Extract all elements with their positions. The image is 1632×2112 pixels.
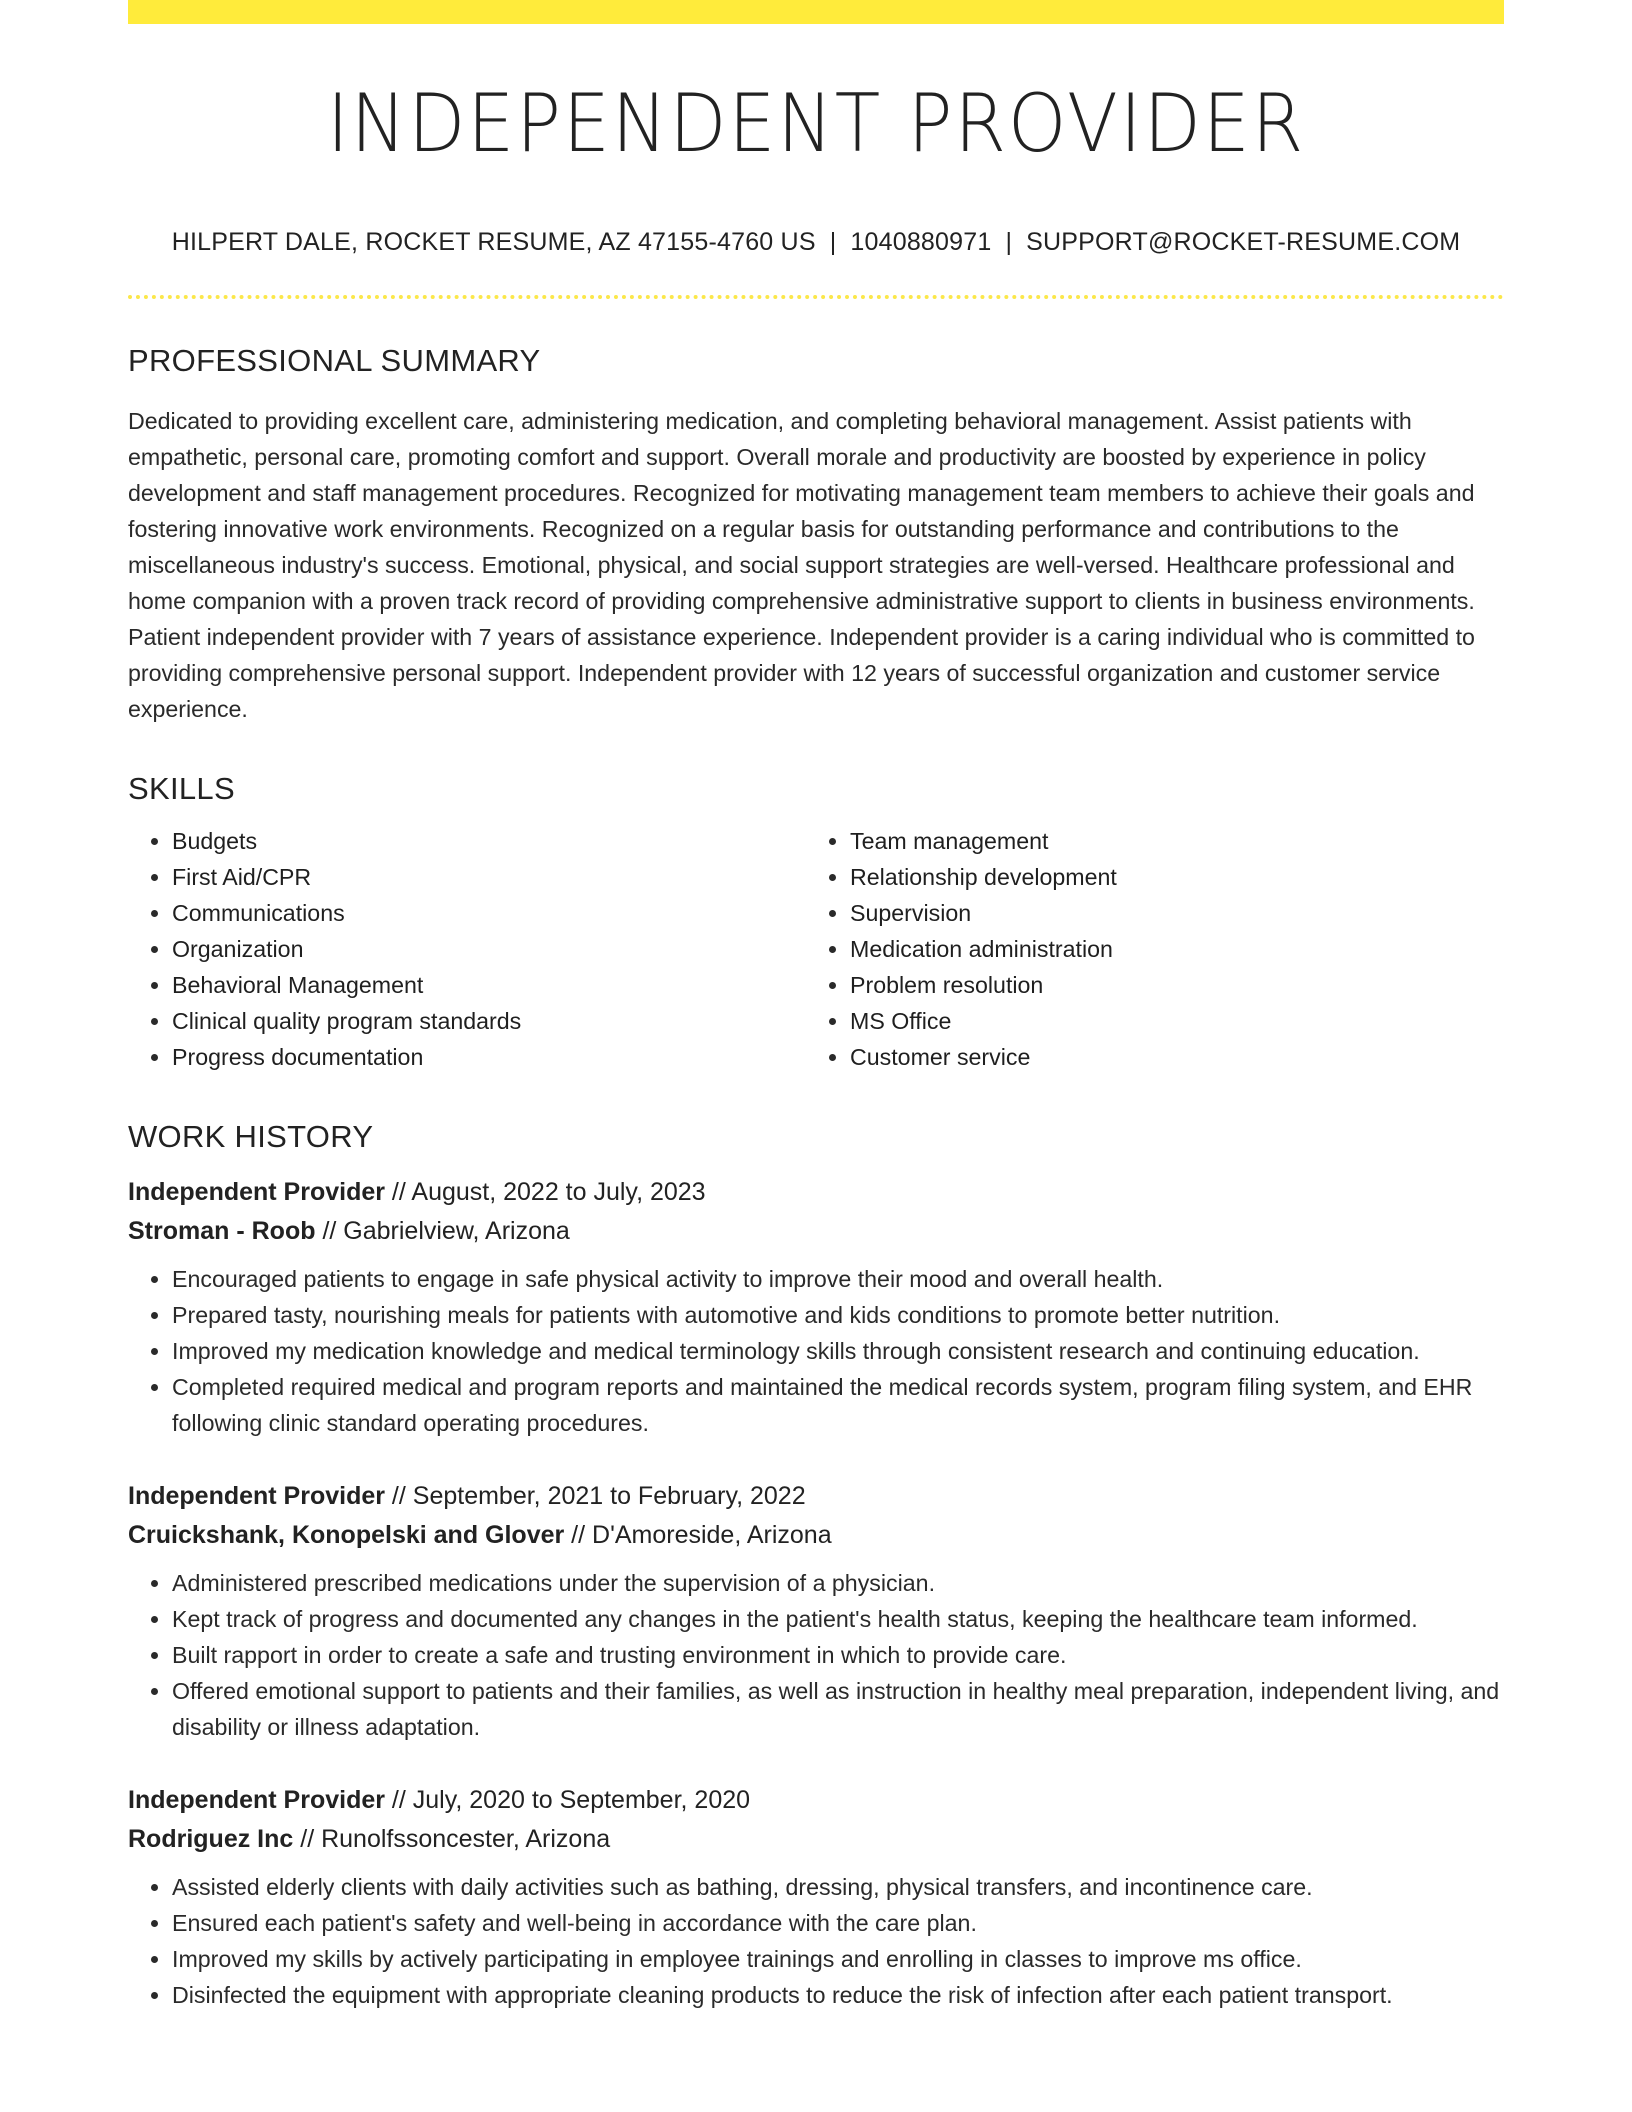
job-company-line (128, 1212, 1504, 1251)
contact-address: HILPERT DALE, ROCKET RESUME, AZ 47155-4760 US (171, 228, 816, 256)
job-company-line (128, 1516, 1504, 1555)
job-dates: // August, 2022 to July, 2023 (384, 1178, 706, 1206)
job-bullet: • Improved my skills by actively participating in employee trainings and enrolling in classes to improve ms office. (172, 1941, 1504, 1977)
job-bullet: • Built rapport in order to create a safe and trusting environment in which to provide care. (172, 1637, 1504, 1673)
skill-item: • Behavioral Management (172, 967, 806, 1003)
skill-item: • Progress documentation (172, 1039, 806, 1075)
job-bullets (128, 1565, 1504, 1745)
job-company: Cruickshank, Konopelski and Glover (128, 1521, 565, 1549)
skill-item: • First Aid/CPR (172, 859, 806, 895)
header-divider (128, 295, 1504, 299)
work-history-heading: WORK HISTORY (128, 1119, 374, 1154)
job-bullet: • Encouraged patients to engage in safe physical activity to improve their mood and overall health. (172, 1261, 1504, 1297)
contact-email[interactable]: SUPPORT@ROCKET-RESUME.COM (1026, 228, 1461, 256)
job-role: Independent Provider (128, 1482, 385, 1510)
contact-phone: 1040880971 (850, 228, 992, 256)
job-entry (128, 1781, 1504, 2013)
job-location: // Runolfssoncester, Arizona (293, 1825, 611, 1853)
skill-item: • Communications (172, 895, 806, 931)
contact-separator: | (1005, 228, 1013, 256)
job-bullets (128, 1869, 1504, 2013)
job-bullet: • Ensured each patient's safety and well-being in accordance with the care plan. (172, 1905, 1504, 1941)
skill-item: • Relationship development (850, 859, 1504, 895)
job-role-line (128, 1173, 1504, 1212)
skill-item: • Clinical quality program standards (172, 1003, 806, 1039)
skill-item: • Budgets (172, 823, 806, 859)
job-company-line (128, 1820, 1504, 1859)
skill-item: • Problem resolution (850, 967, 1504, 1003)
skills-column-left (128, 823, 806, 1075)
summary-heading: PROFESSIONAL SUMMARY (128, 343, 541, 378)
job-bullet: • Assisted elderly clients with daily activities such as bathing, dressing, physical transfers, and incontinence care. (172, 1869, 1504, 1905)
job-entry (128, 1173, 1504, 1441)
job-role: Independent Provider (128, 1178, 385, 1206)
skills-list (128, 823, 1504, 1075)
job-role: Independent Provider (128, 1786, 385, 1814)
job-location: // D'Amoreside, Arizona (564, 1521, 832, 1549)
contact-line (128, 228, 1504, 257)
job-company: Rodriguez Inc (128, 1825, 294, 1853)
job-bullet: • Completed required medical and program reports and maintained the medical records system, program filing system, and EHR following clinic standard operating procedures. (172, 1369, 1504, 1441)
skill-item: • Team management (850, 823, 1504, 859)
job-dates: // July, 2020 to September, 2020 (384, 1786, 751, 1814)
skill-item: • MS Office (850, 1003, 1504, 1039)
job-bullet: • Offered emotional support to patients and their families, as well as instruction in healthy meal preparation, independent living, and disability or illness adaptation. (172, 1673, 1504, 1745)
job-bullet: • Kept track of progress and documented any changes in the patient's health status, keeping the healthcare team informed. (172, 1601, 1504, 1637)
resume-page (128, 0, 1504, 2013)
job-role-line (128, 1781, 1504, 1820)
skill-item: • Supervision (850, 895, 1504, 931)
job-bullet: • Prepared tasty, nourishing meals for patients with automotive and kids conditions to promote better nutrition. (172, 1297, 1504, 1333)
job-location: // Gabrielview, Arizona (315, 1217, 570, 1245)
job-bullet: • Improved my medication knowledge and medical terminology skills through consistent research and continuing education. (172, 1333, 1504, 1369)
resume-title: INDEPENDENT PROVIDER (326, 77, 1306, 170)
job-company: Stroman - Roob (128, 1217, 316, 1245)
contact-separator: | (829, 228, 837, 256)
skills-heading: SKILLS (128, 771, 235, 806)
job-bullet: • Disinfected the equipment with appropriate cleaning products to reduce the risk of infection after each patient transport. (172, 1977, 1504, 2013)
summary-text: Dedicated to providing excellent care, administering medication, and completing behavioral management. Assist patients with empathetic, personal care, promoting comfort and support. Overall morale and productivity are boosted by experience in policy development and staff management procedures. Recognized for motivating management team members to achieve their goals and fostering innovative work environments. Recognized on a regular basis for outstanding performance and contributions to the miscellaneous industry's success. Emotional, physical, and social support strategies are well-versed. Healthcare professional and home companion with a proven track record of providing comprehensive administrative support to clients in business environments. Patient independent provider with 7 years of assistance experience. Independent provider is a caring individual who is committed to providing comprehensive personal support. Independent provider with 12 years of successful organization and customer service experience. (128, 408, 1475, 722)
job-bullets (128, 1261, 1504, 1441)
job-dates: // September, 2021 to February, 2022 (384, 1482, 806, 1510)
skill-item: • Medication administration (850, 931, 1504, 967)
job-bullet: • Administered prescribed medications under the supervision of a physician. (172, 1565, 1504, 1601)
skills-column-right (806, 823, 1504, 1075)
job-role-line (128, 1477, 1504, 1516)
skill-item: • Customer service (850, 1039, 1504, 1075)
accent-bar (128, 0, 1504, 24)
job-entry (128, 1477, 1504, 1745)
skill-item: • Organization (172, 931, 806, 967)
